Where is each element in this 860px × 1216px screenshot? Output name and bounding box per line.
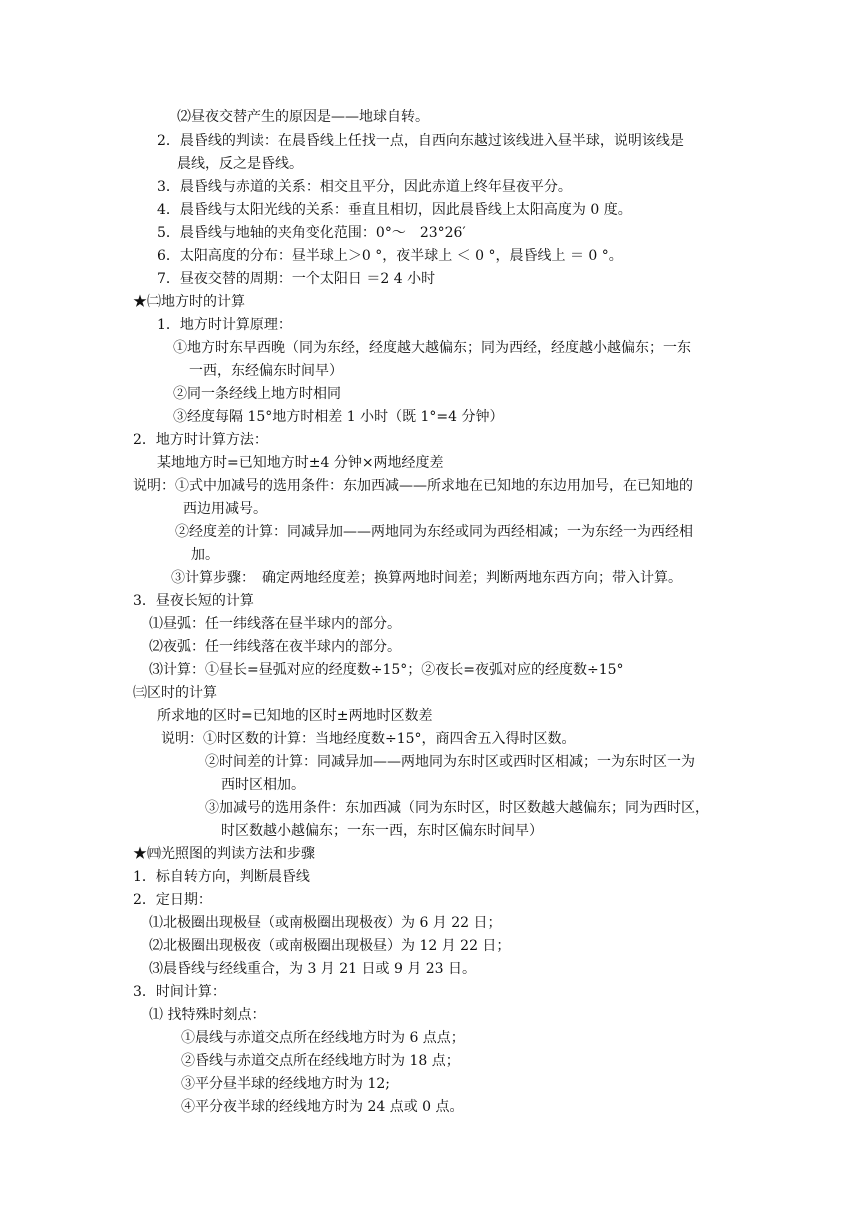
text-line: 2．地方时计算方法： [133, 432, 268, 448]
text-line: 5．晨昏线与地轴的夹角变化范围：0°～ 23°26′ [157, 225, 466, 241]
section-heading: ★㈡地方时的计算 [133, 294, 245, 310]
text-line: ⑴北极圈出现极昼（或南极圈出现极夜）为 6 月 22 日； [149, 915, 502, 931]
text-line: 3．昼夜长短的计算 [133, 593, 254, 609]
text-line: ⑶计算：①昼长=昼弧对应的经度数÷15°；②夜长=夜弧对应的经度数÷15° [149, 662, 624, 678]
text-line: ⑵夜弧：任一纬线落在夜半球内的部分。 [149, 639, 401, 655]
section-heading: ㈢区时的计算 [133, 685, 217, 701]
text-line: ②昏线与赤道交点所在经线地方时为 18 点； [181, 1053, 460, 1069]
text-line: 说明：①式中加减号的选用条件：东加西减——所求地在已知地的东边用加号，在已知地的 [133, 478, 693, 494]
text-line: 6．太阳高度的分布：昼半球上＞0 °，夜半球上 ＜ 0 °，晨昏线上 ＝ 0 °。 [157, 248, 623, 264]
text-line: 7．昼夜交替的周期：一个太阳日 ＝2 4 小时 [157, 271, 436, 287]
text-line: 晨线，反之是昏线。 [177, 156, 303, 172]
section-heading: ★㈣光照图的判读方法和步骤 [133, 846, 315, 862]
text-line: 一西，东经偏东时间早） [189, 363, 343, 379]
text-line: ④平分夜半球的经线地方时为 24 点或 0 点。 [181, 1099, 464, 1115]
text-line: 2．定日期： [133, 892, 212, 908]
text-line: 1．标自转方向，判断晨昏线 [133, 869, 310, 885]
text-line: 1．地方时计算原理： [157, 317, 292, 333]
text-line: 3．晨昏线与赤道的关系：相交且平分，因此赤道上终年昼夜平分。 [157, 179, 572, 195]
text-line: ③计算步骤： 确定两地经度差；换算两地时间差；判断两地东西方向；带入计算。 [171, 570, 682, 586]
text-line: 西时区相加。 [221, 777, 305, 793]
text-line: ⑵北极圈出现极夜（或南极圈出现极昼）为 12 月 22 日； [149, 938, 511, 954]
text-line: ⑵昼夜交替产生的原因是——地球自转。 [177, 109, 429, 125]
text-line: ③平分昼半球的经线地方时为 12; [181, 1076, 390, 1092]
text-line: ⑶晨昏线与经线重合，为 3 月 21 日或 9 月 23 日。 [149, 961, 477, 977]
text-line: ③加减号的选用条件：东加西减（同为东时区，时区数越大越偏东；同为西时区， [205, 800, 709, 816]
text-line: 某地地方时=已知地方时±4 分钟×两地经度差 [157, 455, 444, 471]
text-line: 加。 [191, 547, 219, 563]
text-line: 西边用减号。 [183, 501, 267, 517]
text-line: ②经度差的计算：同减异加——两地同为东经或同为西经相减；一为东经一为西经相 [175, 524, 693, 540]
text-line: ⑴ 找特殊时刻点： [149, 1007, 266, 1023]
text-line: ⑴昼弧：任一纬线落在昼半球内的部分。 [149, 616, 401, 632]
text-line: 3．时间计算： [133, 984, 226, 1000]
text-line: 2．晨昏线的判读：在晨昏线上任找一点，自西向东越过该线进入昼半球，说明该线是 [157, 133, 684, 149]
text-line: ①晨线与赤道交点所在经线地方时为 6 点点； [181, 1030, 465, 1046]
text-line: 说明：①时区数的计算：当地经度数÷15°，商四舍五入得时区数。 [161, 731, 576, 747]
text-line: 时区数越小越偏东；一东一西，东时区偏东时间早） [221, 823, 543, 839]
text-line: ②同一条经线上地方时相同 [173, 386, 341, 402]
text-line: 4．晨昏线与太阳光线的关系：垂直且相切，因此晨昏线上太阳高度为 0 度。 [157, 202, 632, 218]
text-line: ②时间差的计算：同减异加——两地同为东时区或西时区相减；一为东时区一为 [205, 754, 695, 770]
text-line: 所求地的区时=已知地的区时±两地时区数差 [157, 708, 433, 724]
text-line: ③经度每隔 15°地方时相差 1 小时（既 1°=4 分钟） [173, 409, 504, 425]
text-line: ①地方时东早西晚（同为东经，经度越大越偏东；同为西经，经度越小越偏东；一东 [173, 340, 691, 356]
